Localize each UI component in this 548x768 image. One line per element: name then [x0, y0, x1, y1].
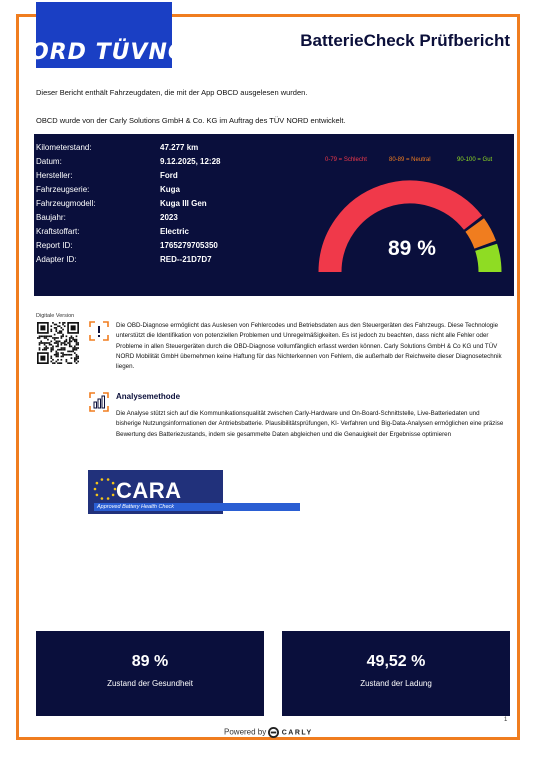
date-value: 9.12.2025, 12:28 — [160, 157, 221, 166]
intro-line-2: OBCD wurde von der Carly Solutions GmbH & Co. KG im Auftrag des TÜV NORD entwickelt. — [36, 116, 346, 125]
model-value: Kuga III Gen — [160, 199, 207, 208]
manufacturer-label: Hersteller: — [36, 171, 73, 180]
powered-by-text: Powered by — [224, 727, 267, 737]
charge-value: 49,52 % — [366, 653, 426, 670]
series-label: Fahrzeugserie: — [36, 185, 90, 194]
digital-version-label: Digitale Version — [36, 313, 75, 319]
charge-label: Zustand der Ladung — [360, 679, 432, 688]
warning-icon — [89, 321, 109, 341]
series-value: Kuga — [160, 185, 180, 194]
page-number: 1 — [504, 717, 508, 723]
analysis-text: Die Analyse stützt sich auf die Kommunikationsqualität zwischen Carly-Hardware und On-Board-Schnittstelle, Live-Batteriedaten und bisherige Nutzungsinformationen der Antriebsbatterie. Plausibilitätsprüfungen, KI- Verfahren und Big-Data-Analysen ermöglichen eine präzise Bewertung des Batteriezustands, indem sie gesammelte Daten abgleichen und die Genauigkeit der Ergebnisse optimieren — [116, 410, 504, 438]
analysis-chart-icon — [89, 392, 109, 412]
adapter-id-value: RED--21D7D7 — [160, 255, 212, 264]
analysis-heading: Analysemethode — [116, 392, 181, 401]
health-label: Zustand der Gesundheit — [107, 679, 193, 688]
year-value: 2023 — [160, 213, 178, 222]
legend-good: 90-100 = Gut — [457, 157, 493, 163]
adapter-id-label: Adapter ID: — [36, 255, 77, 264]
mileage-label: Kilometerstand: — [36, 143, 92, 152]
manufacturer-value: Ford — [160, 171, 178, 180]
logo-text: ORD TÜVNO — [30, 40, 188, 65]
date-label: Datum: — [36, 157, 62, 166]
legend-neutral: 80-89 = Neutral — [389, 157, 431, 163]
cara-name: CARA — [116, 478, 182, 503]
page-title: BatterieCheck Prüfbericht — [300, 31, 510, 50]
tuv-nord-logo — [30, 2, 188, 68]
gauge-good-segment — [486, 247, 490, 272]
powered-by-carly — [224, 727, 313, 738]
year-label: Baujahr: — [36, 213, 66, 222]
health-value: 89 % — [131, 653, 169, 670]
carly-brand: CARLY — [281, 729, 313, 737]
gauge-neutral-segment — [475, 225, 486, 245]
gauge-value: 89 % — [388, 237, 436, 260]
fuel-label: Kraftstoffart: — [36, 227, 80, 236]
cara-tagline: Approved Battery Health Check — [94, 503, 300, 511]
report-id-label: Report ID: — [36, 241, 73, 250]
cara-badge — [88, 470, 223, 514]
disclaimer-text: Die OBD-Diagnose ermöglicht das Auslesen von Fehlercodes und Betriebsdaten aus den Steuergeräten des Fahrzeugs. Diese Technologie unterstützt die Identifikation von potenziellen Problemen und Unregelmäßigkeiten. Es ist jedoch zu beachten, dass nicht alle Fehler oder Probleme in allen Steuergeräten durch die OBD-Diagnose vollumfänglich erfasst werden können. Carly Solutions GmbH & Co KG und TÜV NORD Mobilität GmbH übernehmen keine Haftung für das Nichterkennen von Fehlern, die außerhalb der Reichweite dieser Diagnosetechnik liegen. — [116, 322, 502, 371]
model-label: Fahrzeugmodell: — [36, 199, 96, 208]
stars-icon — [92, 476, 118, 502]
intro-line-1: Dieser Bericht enthält Fahrzeugdaten, die mit der App OBCD ausgelesen wurden. — [36, 88, 308, 97]
mileage-value: 47.277 km — [160, 143, 199, 152]
legend-bad: 0-79 = Schlecht — [325, 157, 367, 163]
charge-card — [282, 631, 510, 716]
carly-logo-icon — [268, 727, 279, 738]
fuel-value: Electric — [160, 227, 189, 236]
health-gauge — [300, 170, 520, 290]
report-id-value: 1765279705350 — [160, 241, 218, 250]
health-card — [36, 631, 264, 716]
qr-code[interactable] — [37, 322, 79, 364]
